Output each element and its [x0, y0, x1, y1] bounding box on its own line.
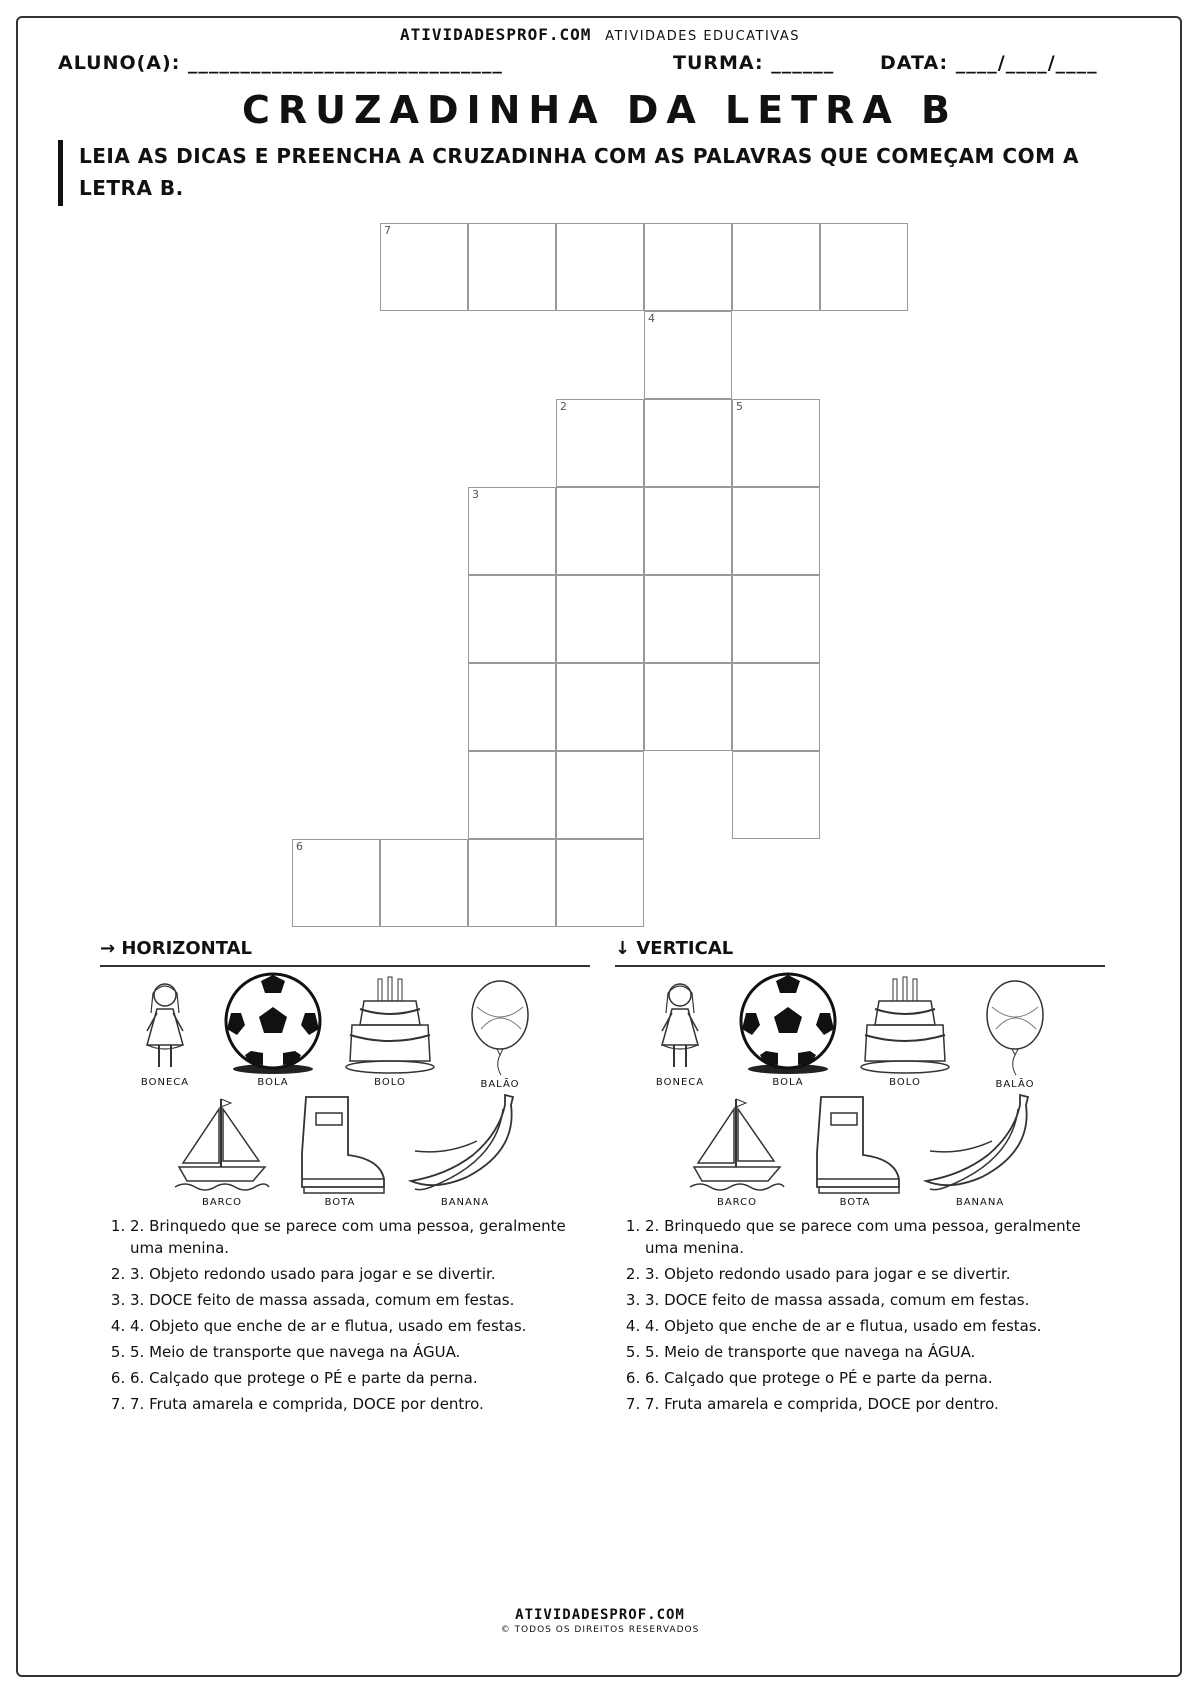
clue-item: 4. 4. Objeto que enche de ar e flutua, usado em festas.	[645, 1315, 1105, 1337]
crossword-cell[interactable]	[644, 223, 732, 311]
crossword-cell[interactable]	[644, 487, 732, 575]
crossword-cell[interactable]	[820, 223, 908, 311]
clue-number: 3	[472, 488, 479, 501]
picture-item	[687, 1095, 787, 1208]
crossword-cell[interactable]	[468, 839, 556, 927]
vertical-clue-list	[615, 1215, 1105, 1415]
clue-item: 7. 7. Fruta amarela e comprida, DOCE por dentro.	[130, 1393, 590, 1415]
picture-bank	[615, 967, 1105, 1215]
crossword-cell[interactable]	[380, 223, 468, 311]
soccer-ball-icon	[736, 969, 840, 1075]
crossword-cell[interactable]	[556, 663, 644, 751]
balloon-icon	[467, 977, 533, 1077]
crossword-cell[interactable]	[732, 223, 820, 311]
class-field[interactable]: TURMA: ______	[673, 52, 835, 74]
picture-item	[975, 977, 1055, 1090]
crossword-cell[interactable]	[556, 399, 644, 487]
horizontal-heading: → HORIZONTAL	[100, 938, 590, 967]
clue-number: 7	[384, 224, 391, 237]
balloon-icon	[982, 977, 1048, 1077]
crossword-cell[interactable]	[468, 223, 556, 311]
crossword-cell[interactable]	[732, 399, 820, 487]
picture-item	[460, 977, 540, 1090]
picture-item	[920, 1091, 1040, 1208]
page-title: CRUZADINHA DA LETRA B	[241, 88, 959, 132]
clue-item: 1. 2. Brinquedo que se parece com uma pessoa, geralmente uma menina.	[130, 1215, 590, 1259]
crossword-cell[interactable]	[732, 751, 820, 839]
crossword-cell[interactable]	[292, 839, 380, 927]
picture-label: BOTA	[324, 1197, 356, 1208]
picture-item	[733, 969, 843, 1088]
crossword-cell[interactable]	[732, 663, 820, 751]
clue-item: 3. 3. DOCE feito de massa assada, comum em festas.	[645, 1289, 1105, 1311]
page-footer	[0, 1607, 1200, 1635]
clue-number: 6	[296, 840, 303, 853]
picture-item	[290, 1093, 390, 1208]
sailboat-icon	[688, 1095, 786, 1195]
student-name-field[interactable]: ALUNO(A): ______________________________	[58, 52, 503, 74]
crossword-cell[interactable]	[732, 487, 820, 575]
crossword-cell[interactable]	[556, 751, 644, 839]
picture-label: BANANA	[440, 1197, 490, 1208]
horizontal-section	[100, 938, 590, 1419]
clue-item: 5. 5. Meio de transporte que navega na ÁGUA.	[130, 1341, 590, 1363]
clue-number: 4	[648, 312, 655, 325]
clue-number: 5	[736, 400, 743, 413]
vertical-heading: ↓ VERTICAL	[615, 938, 1105, 967]
picture-bank	[100, 967, 590, 1215]
instruction-text: LEIA AS DICAS E PREENCHA A CRUZADINHA COM AS PALAVRAS QUE COMEÇAM COM A LETRA B.	[58, 140, 1128, 206]
date-field[interactable]: DATA: ____/____/____	[880, 52, 1098, 74]
horizontal-clue-list	[100, 1215, 590, 1415]
footer-site[interactable]: ATIVIDADESPROF.COM	[515, 1607, 685, 1623]
picture-label: BOLA	[257, 1077, 289, 1088]
clue-number: 2	[560, 400, 567, 413]
crossword-cell[interactable]	[644, 399, 732, 487]
clue-item: 3. 3. DOCE feito de massa assada, comum em festas.	[130, 1289, 590, 1311]
picture-label: BARCO	[716, 1197, 757, 1208]
sailboat-icon	[173, 1095, 271, 1195]
clue-item: 1. 2. Brinquedo que se parece com uma pessoa, geralmente uma menina.	[645, 1215, 1105, 1259]
crossword-cell[interactable]	[468, 751, 556, 839]
picture-label: BALÃO	[995, 1079, 1035, 1090]
crossword-cell[interactable]	[732, 575, 820, 663]
doll-icon	[135, 979, 195, 1075]
banana-icon	[407, 1091, 523, 1195]
cake-icon	[344, 975, 436, 1075]
clue-item: 2. 3. Objeto redondo usado para jogar e se divertir.	[130, 1263, 590, 1285]
crossword-cell[interactable]	[644, 575, 732, 663]
clue-item: 6. 6. Calçado que protege o PÉ e parte da perna.	[130, 1367, 590, 1389]
cake-icon	[859, 975, 951, 1075]
picture-label: BARCO	[201, 1197, 242, 1208]
soccer-ball-icon	[221, 969, 325, 1075]
picture-item	[405, 1091, 525, 1208]
picture-label: BOTA	[839, 1197, 871, 1208]
picture-label: BOLO	[889, 1077, 921, 1088]
vertical-section	[615, 938, 1105, 1419]
clue-item: 5. 5. Meio de transporte que navega na ÁGUA.	[645, 1341, 1105, 1363]
crossword-cell[interactable]	[556, 487, 644, 575]
picture-item	[645, 979, 715, 1088]
crossword-cell[interactable]	[468, 663, 556, 751]
picture-item	[130, 979, 200, 1088]
crossword-cell[interactable]	[380, 839, 468, 927]
picture-item	[172, 1095, 272, 1208]
clue-item: 7. 7. Fruta amarela e comprida, DOCE por dentro.	[645, 1393, 1105, 1415]
picture-label: BALÃO	[480, 1079, 520, 1090]
crossword-cell[interactable]	[644, 663, 732, 751]
picture-item	[805, 1093, 905, 1208]
picture-label: BONECA	[140, 1077, 190, 1088]
picture-label: BANANA	[955, 1197, 1005, 1208]
site-tagline: ATIVIDADES EDUCATIVAS	[605, 29, 801, 44]
crossword-cell[interactable]	[468, 575, 556, 663]
picture-label: BOLA	[772, 1077, 804, 1088]
crossword-cell[interactable]	[556, 223, 644, 311]
clue-item: 4. 4. Objeto que enche de ar e flutua, usado em festas.	[130, 1315, 590, 1337]
picture-item	[340, 975, 440, 1088]
footer-copyright: © TODOS OS DIREITOS RESERVADOS	[500, 1625, 700, 1635]
picture-item	[855, 975, 955, 1088]
crossword-cell[interactable]	[468, 487, 556, 575]
crossword-cell[interactable]	[556, 575, 644, 663]
student-fields	[58, 52, 1148, 78]
site-header	[0, 25, 1200, 44]
boot-icon	[807, 1093, 903, 1195]
clue-item: 2. 3. Objeto redondo usado para jogar e se divertir.	[645, 1263, 1105, 1285]
crossword-cell[interactable]	[556, 839, 644, 927]
site-name[interactable]: ATIVIDADESPROF.COM	[399, 25, 592, 44]
picture-item	[218, 969, 328, 1088]
picture-label: BOLO	[374, 1077, 406, 1088]
clue-item: 6. 6. Calçado que protege o PÉ e parte da perna.	[645, 1367, 1105, 1389]
banana-icon	[922, 1091, 1038, 1195]
doll-icon	[650, 979, 710, 1075]
picture-label: BONECA	[655, 1077, 705, 1088]
boot-icon	[292, 1093, 388, 1195]
crossword-cell[interactable]	[644, 311, 732, 399]
